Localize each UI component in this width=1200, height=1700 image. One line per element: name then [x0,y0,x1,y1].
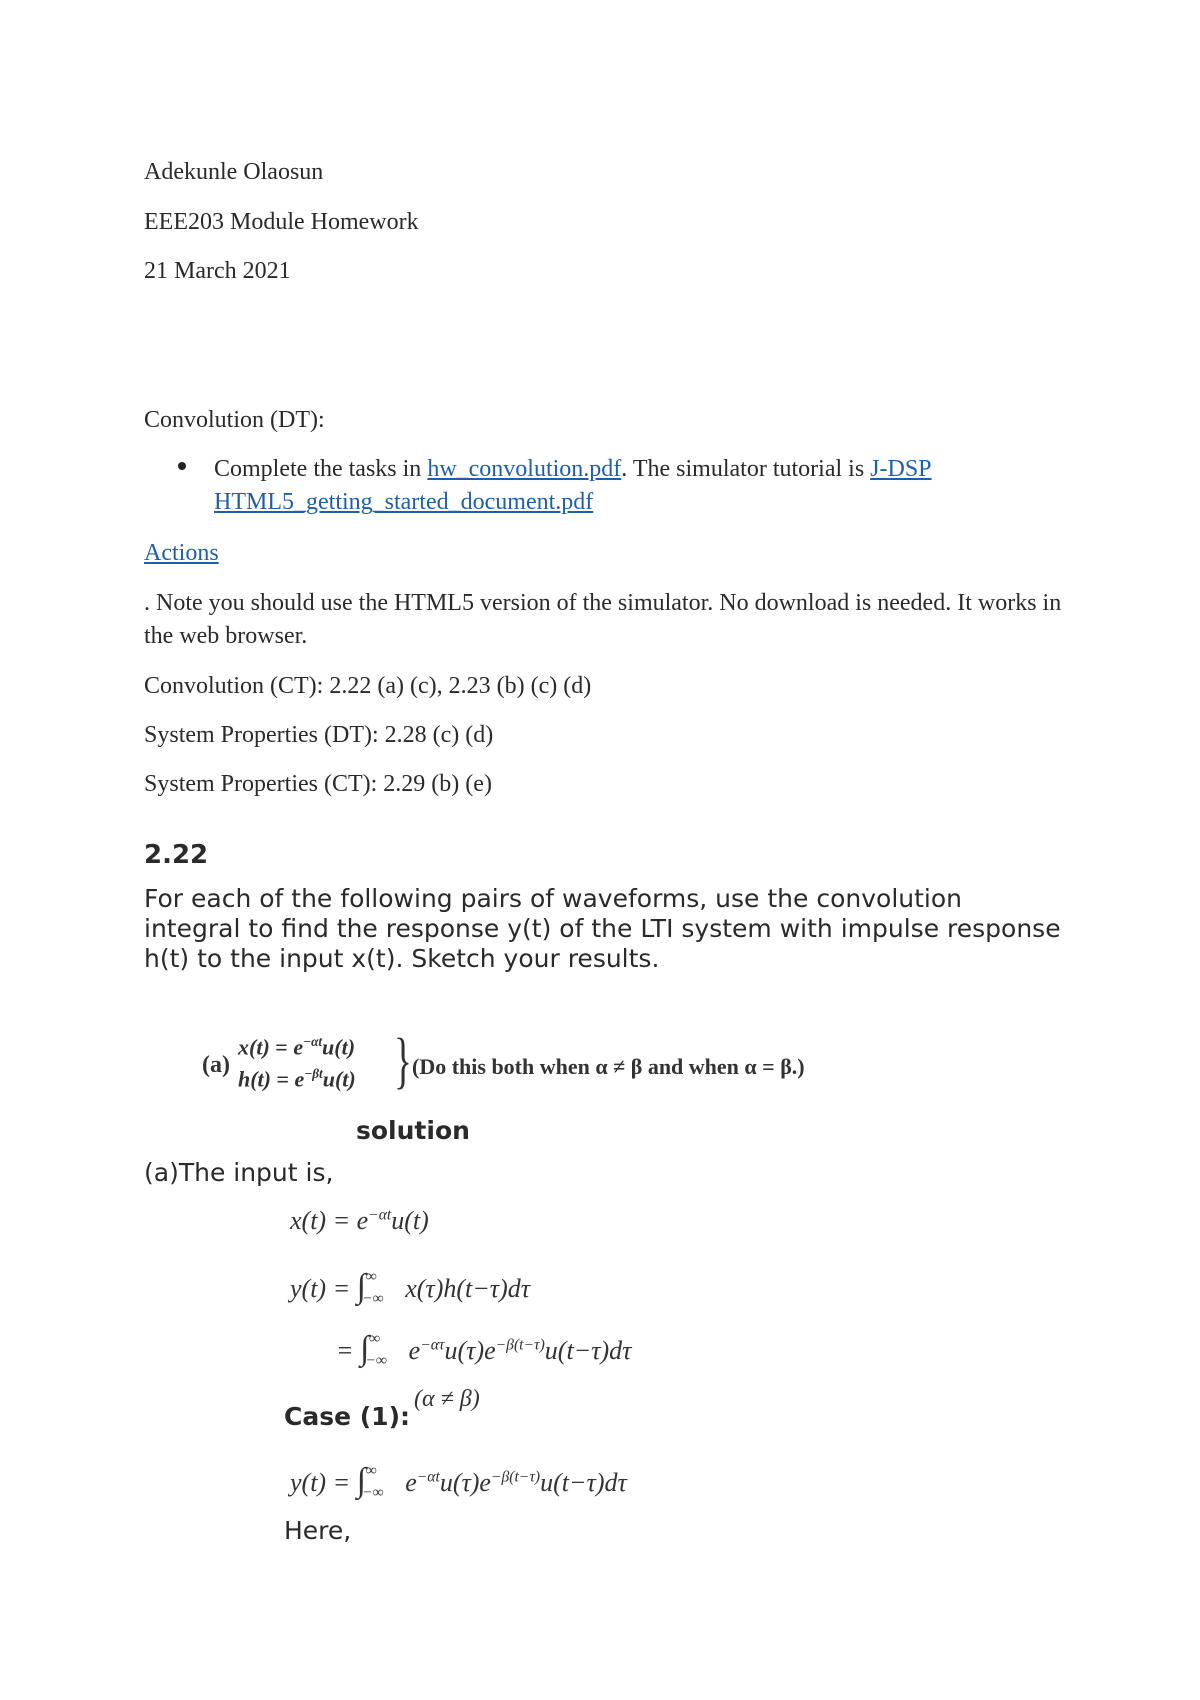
case1-condition: (α ≠ β) [414,1386,480,1412]
eq-input-xt: $x(t) = e^{-\alpha t}u(t)$ [290,1206,429,1235]
document-date: 21 March 2021 [144,258,291,284]
section-heading-convolution-dt: Convolution (DT): [144,407,325,433]
case1-label: Case (1): [284,1402,411,1431]
problem-part-a-equation [202,1027,862,1104]
solution-intro: (a)The input is, [144,1158,334,1187]
eq-convolution-expanded: = $\int_{-\infty}^\infty$ $e^{-\alpha\tau}u(\tau)e^{-\beta(t-\tau)}u(t-\tau)d\tau$ [336,1330,632,1370]
part-a-label: (a) [202,1052,230,1078]
here-label: Here, [284,1516,352,1545]
author-name: Adekunle Olaosun [144,159,324,185]
part-a-note: (Do this both when α ≠ β and when α = β.) [412,1054,805,1079]
bullet-icon [178,462,186,470]
course-title: EEE203 Module Homework [144,209,419,235]
hw-convolution-link[interactable]: hw_convolution.pdf [427,456,622,482]
eq-convolution-integral: $y(t) = \int_{-\infty}^\infty$ x(τ)h(t−τ)dτ [290,1268,531,1308]
x-of-t-def: $x(t) = e^{-\alpha t}u(t)$ [238,1034,356,1060]
bullet-text-before: Complete the tasks in [214,456,428,482]
solution-title: solution [356,1116,470,1145]
problem-number: 2.22 [144,840,209,870]
jdsp-link-line1[interactable]: J-DSP [870,456,932,482]
simulator-note: . Note you should use the HTML5 version of the simulator. No download is needed. It works in the web browser. [144,590,1062,649]
assignment-item-1: Convolution (CT): 2.22 (a) (c), 2.23 (b) (c) (d) [144,673,592,699]
jdsp-link-line2[interactable]: HTML5_getting_started_document.pdf [214,489,594,515]
assignment-item-3: System Properties (CT): 2.29 (b) (e) [144,771,492,797]
bullet-item [214,453,974,519]
problem-statement: For each of the following pairs of waveforms, use the convolution integral to find the response y(t) of the LTI system with impulse response h(t) to the input x(t). Sketch your results. [144,884,1061,973]
right-brace-icon: } [393,1027,412,1095]
eq-case1-integral: $y(t) = \int_{-\infty}^\infty$ $e^{-\alpha t}u(\tau)e^{-\beta(t-\tau)}u(t-\tau)d\tau$ [290,1462,627,1502]
assignment-item-2: System Properties (DT): 2.28 (c) (d) [144,722,494,748]
bullet-text-middle: . The simulator tutorial is [621,456,871,482]
h-of-t-def: $h(t) = e^{-\beta t}u(t)$ [238,1066,356,1092]
actions-link[interactable]: Actions [144,540,219,566]
